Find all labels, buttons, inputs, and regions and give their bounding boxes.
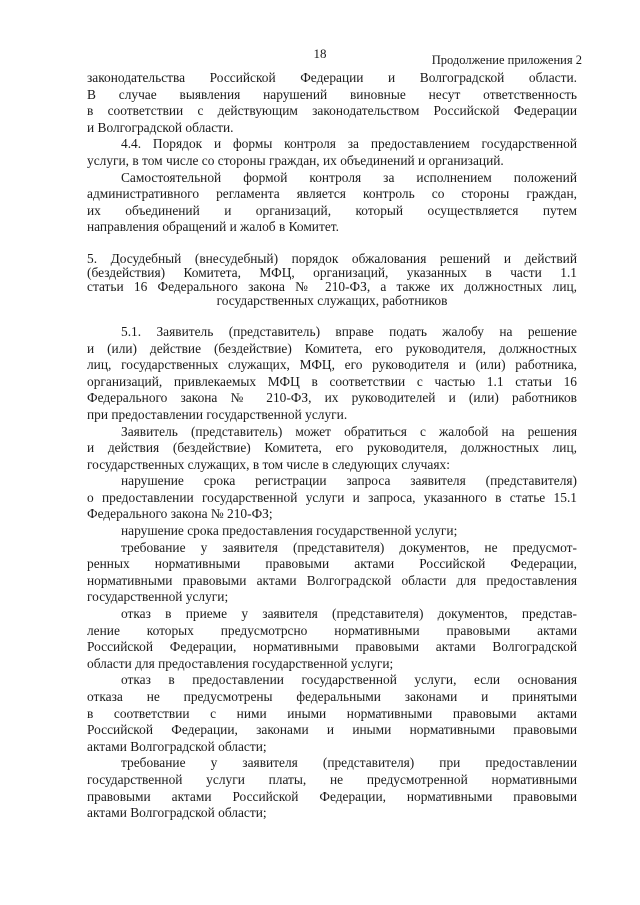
text-line: в соответствии с действующим законодательством Российской Федерации bbox=[87, 103, 577, 119]
text-line: организаций, привлекаемых МФЦ в соответствии с частью 1.1 статьи 16 bbox=[87, 373, 577, 389]
text-line: и Волгоградской области. bbox=[87, 119, 234, 135]
text-line: правовыми актами Российской Федерации, нормативными правовыми bbox=[87, 788, 577, 804]
text-line: области для предоставления государственной услуги; bbox=[87, 655, 394, 671]
continuation-note: Продолжение приложения 2 bbox=[431, 53, 582, 67]
text-line: Федерального закона № 210-ФЗ, их руководителей и (или) работников bbox=[87, 390, 577, 406]
heading-line: 5. Досудебный (внесудебный) порядок обжалования решений и действий bbox=[87, 250, 577, 266]
paragraph bbox=[87, 606, 577, 672]
text-line: Российской Федерации, законами и иными нормативными правовыми bbox=[87, 722, 577, 738]
paragraph bbox=[87, 424, 577, 474]
text-line: Самостоятельной формой контроля за исполнением положений bbox=[121, 169, 577, 185]
text-line: 5.1. Заявитель (представитель) вправе подать жалобу на решение bbox=[121, 323, 577, 339]
text-line: Федерального закона № 210-ФЗ; bbox=[87, 506, 273, 522]
text-line: актами Волгоградской области; bbox=[87, 805, 267, 821]
paragraph bbox=[87, 136, 577, 169]
page-content bbox=[87, 70, 577, 822]
text-line: и (или) действие (бездействие) Комитета, его руководителя, должностных bbox=[87, 340, 577, 356]
text-line: административного регламента является контроль со стороны граждан, bbox=[87, 186, 577, 202]
text-line: отказ в предоставлении государственной услуги, если основания bbox=[121, 672, 577, 688]
text-line: требование у заявителя (представителя) документов, не предусмот- bbox=[121, 539, 577, 555]
text-line: государственных служащих, в том числе в следующих случаях: bbox=[87, 456, 450, 472]
text-line: в соответствии с ними иными нормативными правовыми актами bbox=[87, 705, 577, 721]
text-line: В случае выявления нарушений виновные несут ответственность bbox=[87, 86, 577, 102]
paragraph bbox=[87, 70, 577, 136]
text-line: нарушение срока регистрации запроса заявителя (представителя) bbox=[121, 473, 577, 489]
heading-line: государственных служащих, работников bbox=[216, 292, 448, 308]
text-line: актами Волгоградской области; bbox=[87, 738, 267, 754]
body-blocks bbox=[87, 324, 577, 822]
paragraph bbox=[87, 523, 577, 540]
heading-line: (бездействия) Комитета, МФЦ, организаций, указанных в части 1.1 bbox=[87, 264, 577, 280]
text-line: ление которых предусмотрсно нормативными правовыми актами bbox=[87, 622, 577, 638]
text-line: требование у заявителя (представителя) при предоставлении bbox=[121, 755, 577, 771]
heading-line: статьи 16 Федерального закона № 210-ФЗ, а также их должностных лиц, bbox=[87, 278, 577, 294]
intro-blocks bbox=[87, 70, 577, 236]
text-line: законодательства Российской Федерации и Волгоградской области. bbox=[87, 70, 577, 85]
section-heading bbox=[87, 252, 577, 308]
text-line: лиц, государственных служащих, МФЦ, его руководителя и (или) работника, bbox=[87, 357, 577, 373]
text-line: при предоставлении государственной услуги. bbox=[87, 406, 348, 422]
text-line: Российской Федерации, нормативными правовыми актами Волгоградской bbox=[87, 639, 577, 655]
paragraph bbox=[87, 540, 577, 606]
text-line: Заявитель (представитель) может обратиться с жалобой на решения bbox=[121, 423, 577, 439]
text-line: о предоставлении государственной услуги и запроса, указанного в статье 15.1 bbox=[87, 489, 577, 505]
text-line: услуги, в том числе со стороны граждан, их объединений и организаций. bbox=[87, 152, 504, 168]
text-line: нормативными правовыми актами Волгоградской области для предоставления bbox=[87, 572, 577, 588]
paragraph bbox=[87, 324, 577, 424]
text-line: отказ в приеме у заявителя (представителя) документов, представ- bbox=[121, 606, 577, 622]
text-line: направления обращений и жалоб в Комитет. bbox=[87, 219, 339, 235]
text-line: ренных нормативными правовыми актами Российской Федерации, bbox=[87, 556, 577, 572]
text-line: государственной услуги; bbox=[87, 589, 229, 605]
paragraph bbox=[87, 473, 577, 523]
paragraph bbox=[87, 170, 577, 236]
page-number: 18 bbox=[313, 46, 327, 61]
text-line: 4.4. Порядок и формы контроля за предоставлением государственной bbox=[121, 136, 577, 152]
text-line: нарушение срока предоставления государственной услуги; bbox=[121, 523, 458, 539]
paragraph bbox=[87, 672, 577, 755]
paragraph bbox=[87, 755, 577, 821]
text-line: государственной услуги платы, не предусмотренной нормативными bbox=[87, 771, 577, 787]
text-line: и действия (бездействие) Комитета, его руководителя, должностных лиц, bbox=[87, 440, 577, 456]
text-line: отказа не предусмотрены федеральными законами и принятыми bbox=[87, 689, 577, 704]
text-line: их объединений и организаций, который осуществляется путем bbox=[87, 202, 577, 218]
